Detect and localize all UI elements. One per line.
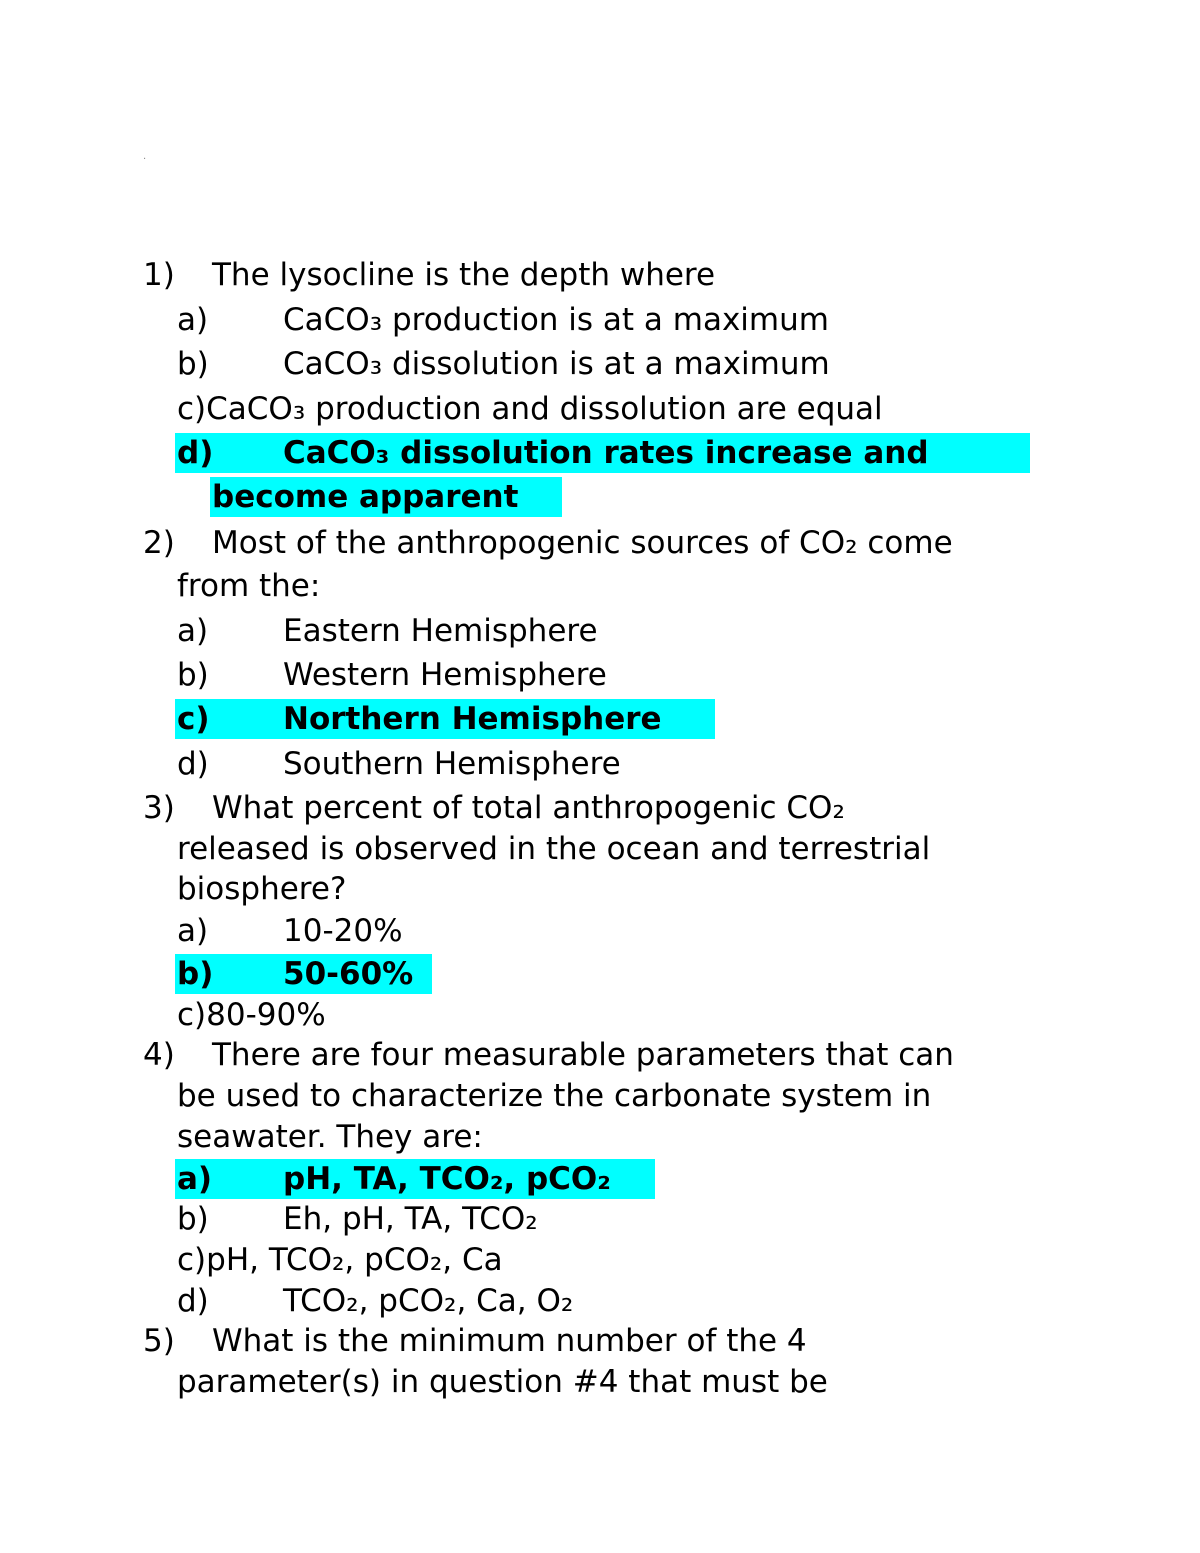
- option-letter: a): [177, 1161, 213, 1197]
- option-inline: [177, 390, 883, 428]
- question-text: from the:: [177, 568, 321, 604]
- option-text: pH, TA, TCO₂, pCO₂: [283, 1161, 611, 1197]
- option-letter: a): [177, 302, 209, 338]
- option-text: 80-90%: [206, 997, 326, 1033]
- option-text: Northern Hemisphere: [283, 701, 662, 737]
- question-text: seawater. They are:: [177, 1119, 483, 1155]
- option-text: Southern Hemisphere: [283, 746, 621, 782]
- option-text: pH, TCO₂, pCO₂, Ca: [206, 1242, 503, 1278]
- option-inline: [177, 996, 326, 1034]
- question-text: parameter(s) in question #4 that must be: [177, 1364, 828, 1400]
- question-number: 2): [143, 525, 175, 561]
- option-letter: a): [177, 613, 209, 649]
- option-letter: b): [177, 956, 214, 992]
- question-number: 3): [143, 790, 175, 826]
- question-text: biosphere?: [177, 871, 347, 907]
- question-text: released is observed in the ocean and terrestrial: [177, 831, 931, 867]
- option-letter: d): [177, 1283, 209, 1319]
- question-number: 4): [143, 1037, 175, 1073]
- option-text-continuation: become apparent: [212, 479, 519, 515]
- option-letter: b): [177, 346, 209, 382]
- option-text: 10-20%: [283, 913, 403, 949]
- option-text: CaCO₃ production is at a maximum: [283, 302, 829, 338]
- option-letter: b): [177, 657, 209, 693]
- option-text: Eastern Hemisphere: [283, 613, 598, 649]
- question-text: What is the minimum number of the 4: [212, 1323, 807, 1359]
- option-letter: d): [177, 746, 209, 782]
- question-text: Most of the anthropogenic sources of CO₂ come: [212, 525, 953, 561]
- option-letter: b): [177, 1201, 209, 1237]
- option-letter: c): [177, 1242, 207, 1278]
- option-letter: c): [177, 701, 210, 737]
- option-text: Eh, pH, TA, TCO₂: [283, 1201, 538, 1237]
- option-text: Western Hemisphere: [283, 657, 607, 693]
- option-text: CaCO₃ production and dissolution are equal: [206, 391, 883, 427]
- question-text: There are four measurable parameters that can: [212, 1037, 954, 1073]
- option-text: 50-60%: [283, 956, 414, 992]
- option-letter: d): [177, 435, 214, 471]
- question-text: be used to characterize the carbonate system in: [177, 1078, 932, 1114]
- question-text: The lysocline is the depth where: [212, 257, 716, 293]
- question-number: 1): [143, 257, 175, 293]
- option-letter: c): [177, 391, 207, 427]
- option-text: TCO₂, pCO₂, Ca, O₂: [283, 1283, 574, 1319]
- question-text: What percent of total anthropogenic CO₂: [212, 790, 845, 826]
- question-number: 5): [143, 1323, 175, 1359]
- option-letter: a): [177, 913, 209, 949]
- option-inline: [177, 1241, 503, 1279]
- option-text: CaCO₃ dissolution is at a maximum: [283, 346, 830, 382]
- option-letter: c): [177, 997, 207, 1033]
- option-text: CaCO₃ dissolution rates increase and: [283, 435, 929, 471]
- page-marker: ·: [143, 154, 147, 165]
